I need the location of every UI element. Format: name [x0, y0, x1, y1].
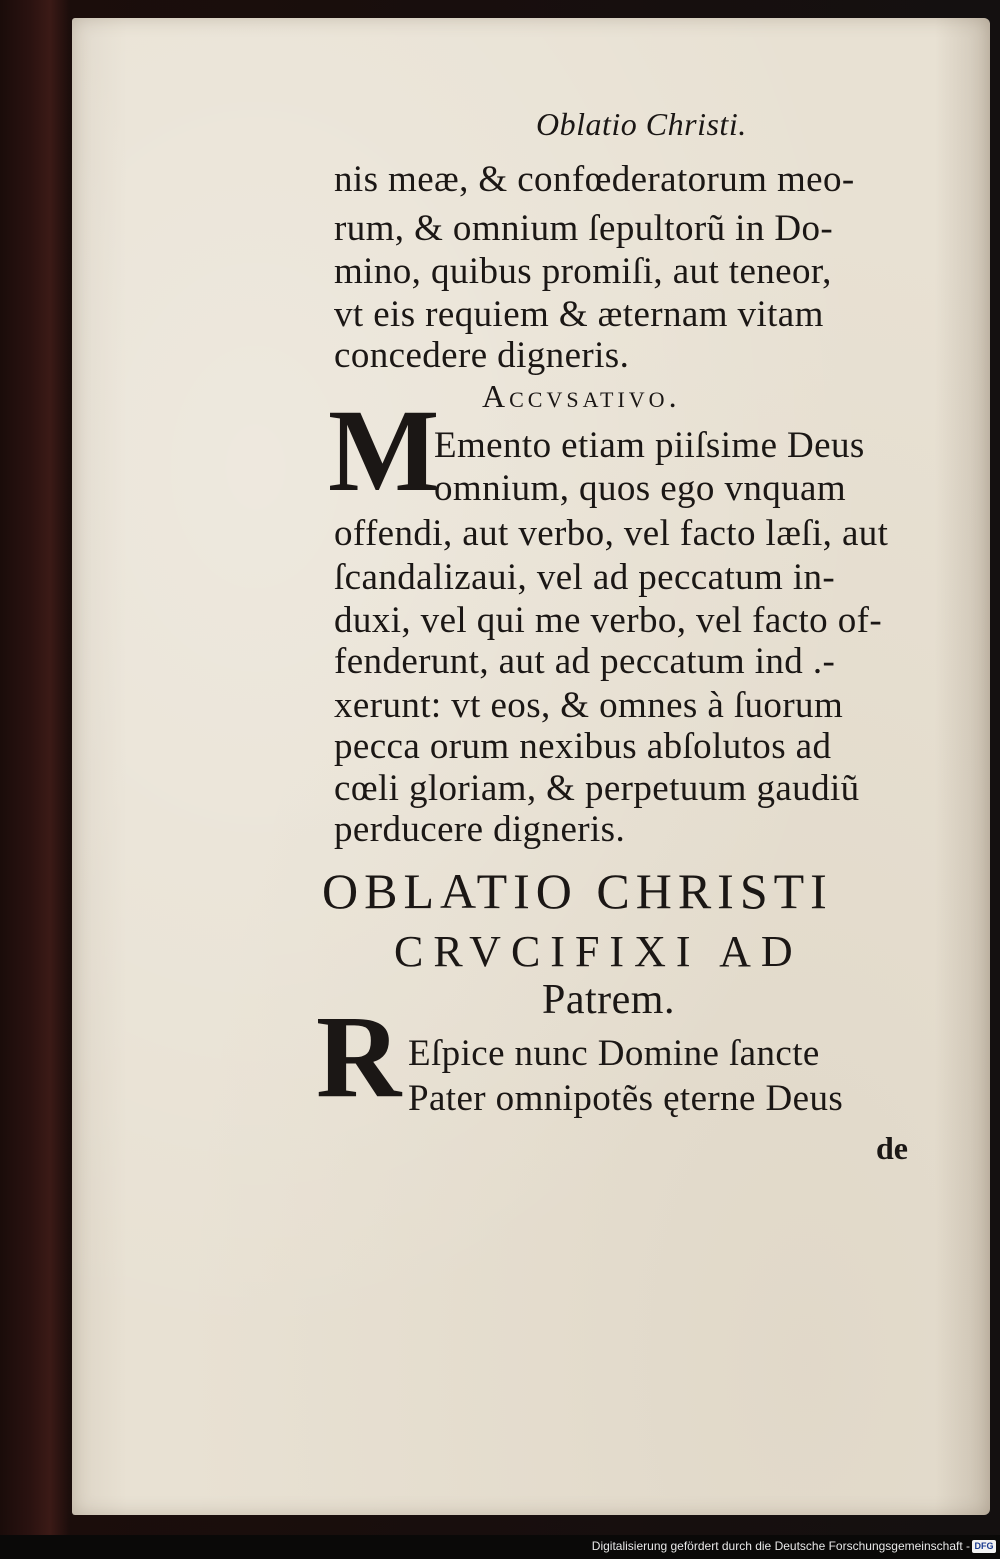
drop-cap-initial: M	[328, 385, 440, 516]
text-line: offendi, aut verbo, vel facto læſi, aut	[334, 513, 889, 554]
text-line: Eſpice nunc Domine ſancte	[408, 1033, 820, 1074]
text-line: mino, quibus promiſi, aut teneor,	[334, 251, 832, 292]
text-line: fenderunt, aut ad peccatum ind .-	[334, 641, 836, 682]
drop-cap-initial: R	[316, 991, 402, 1122]
text-line: Emento etiam piiſsime Deus	[434, 425, 865, 466]
text-line: nis meæ, & confœderatorum meo-	[334, 159, 855, 200]
text-line: duxi, vel qui me verbo, vel facto of-	[334, 600, 883, 641]
text-line: ſcandalizaui, vel ad peccatum in-	[334, 557, 836, 598]
title-line-2: CRVCIFIXI AD	[394, 927, 803, 976]
text-line: Pater omnipotẽs ęterne Deus	[408, 1078, 844, 1119]
catchword: de	[876, 1130, 908, 1166]
text-line: concedere digneris.	[334, 335, 630, 376]
text-line: cœli gloriam, & perpetuum gaudiũ	[334, 768, 860, 809]
text-line: vt eis requiem & æternam vitam	[334, 294, 824, 335]
title-line-1: OBLATIO CHRISTI	[322, 863, 833, 919]
text-line: rum, & omnium ſepultorũ in Do-	[334, 208, 834, 249]
text-line: omnium, quos ego vnquam	[434, 468, 847, 509]
digitization-credit: Digitalisierung gefördert durch die Deutsche Forschungsgemeinschaft -	[591, 1539, 970, 1553]
text-line: pecca orum nexibus abſolutos ad	[334, 726, 832, 767]
running-head: Oblatio Christi.	[536, 106, 747, 142]
dfg-logo: DFG	[972, 1540, 996, 1553]
text-line: perducere digneris.	[334, 809, 626, 850]
title-line-3: Patrem.	[542, 977, 675, 1023]
section-heading: Accvsativo.	[482, 378, 681, 414]
text-line: xerunt: vt eos, & omnes à ſuorum	[334, 685, 844, 726]
